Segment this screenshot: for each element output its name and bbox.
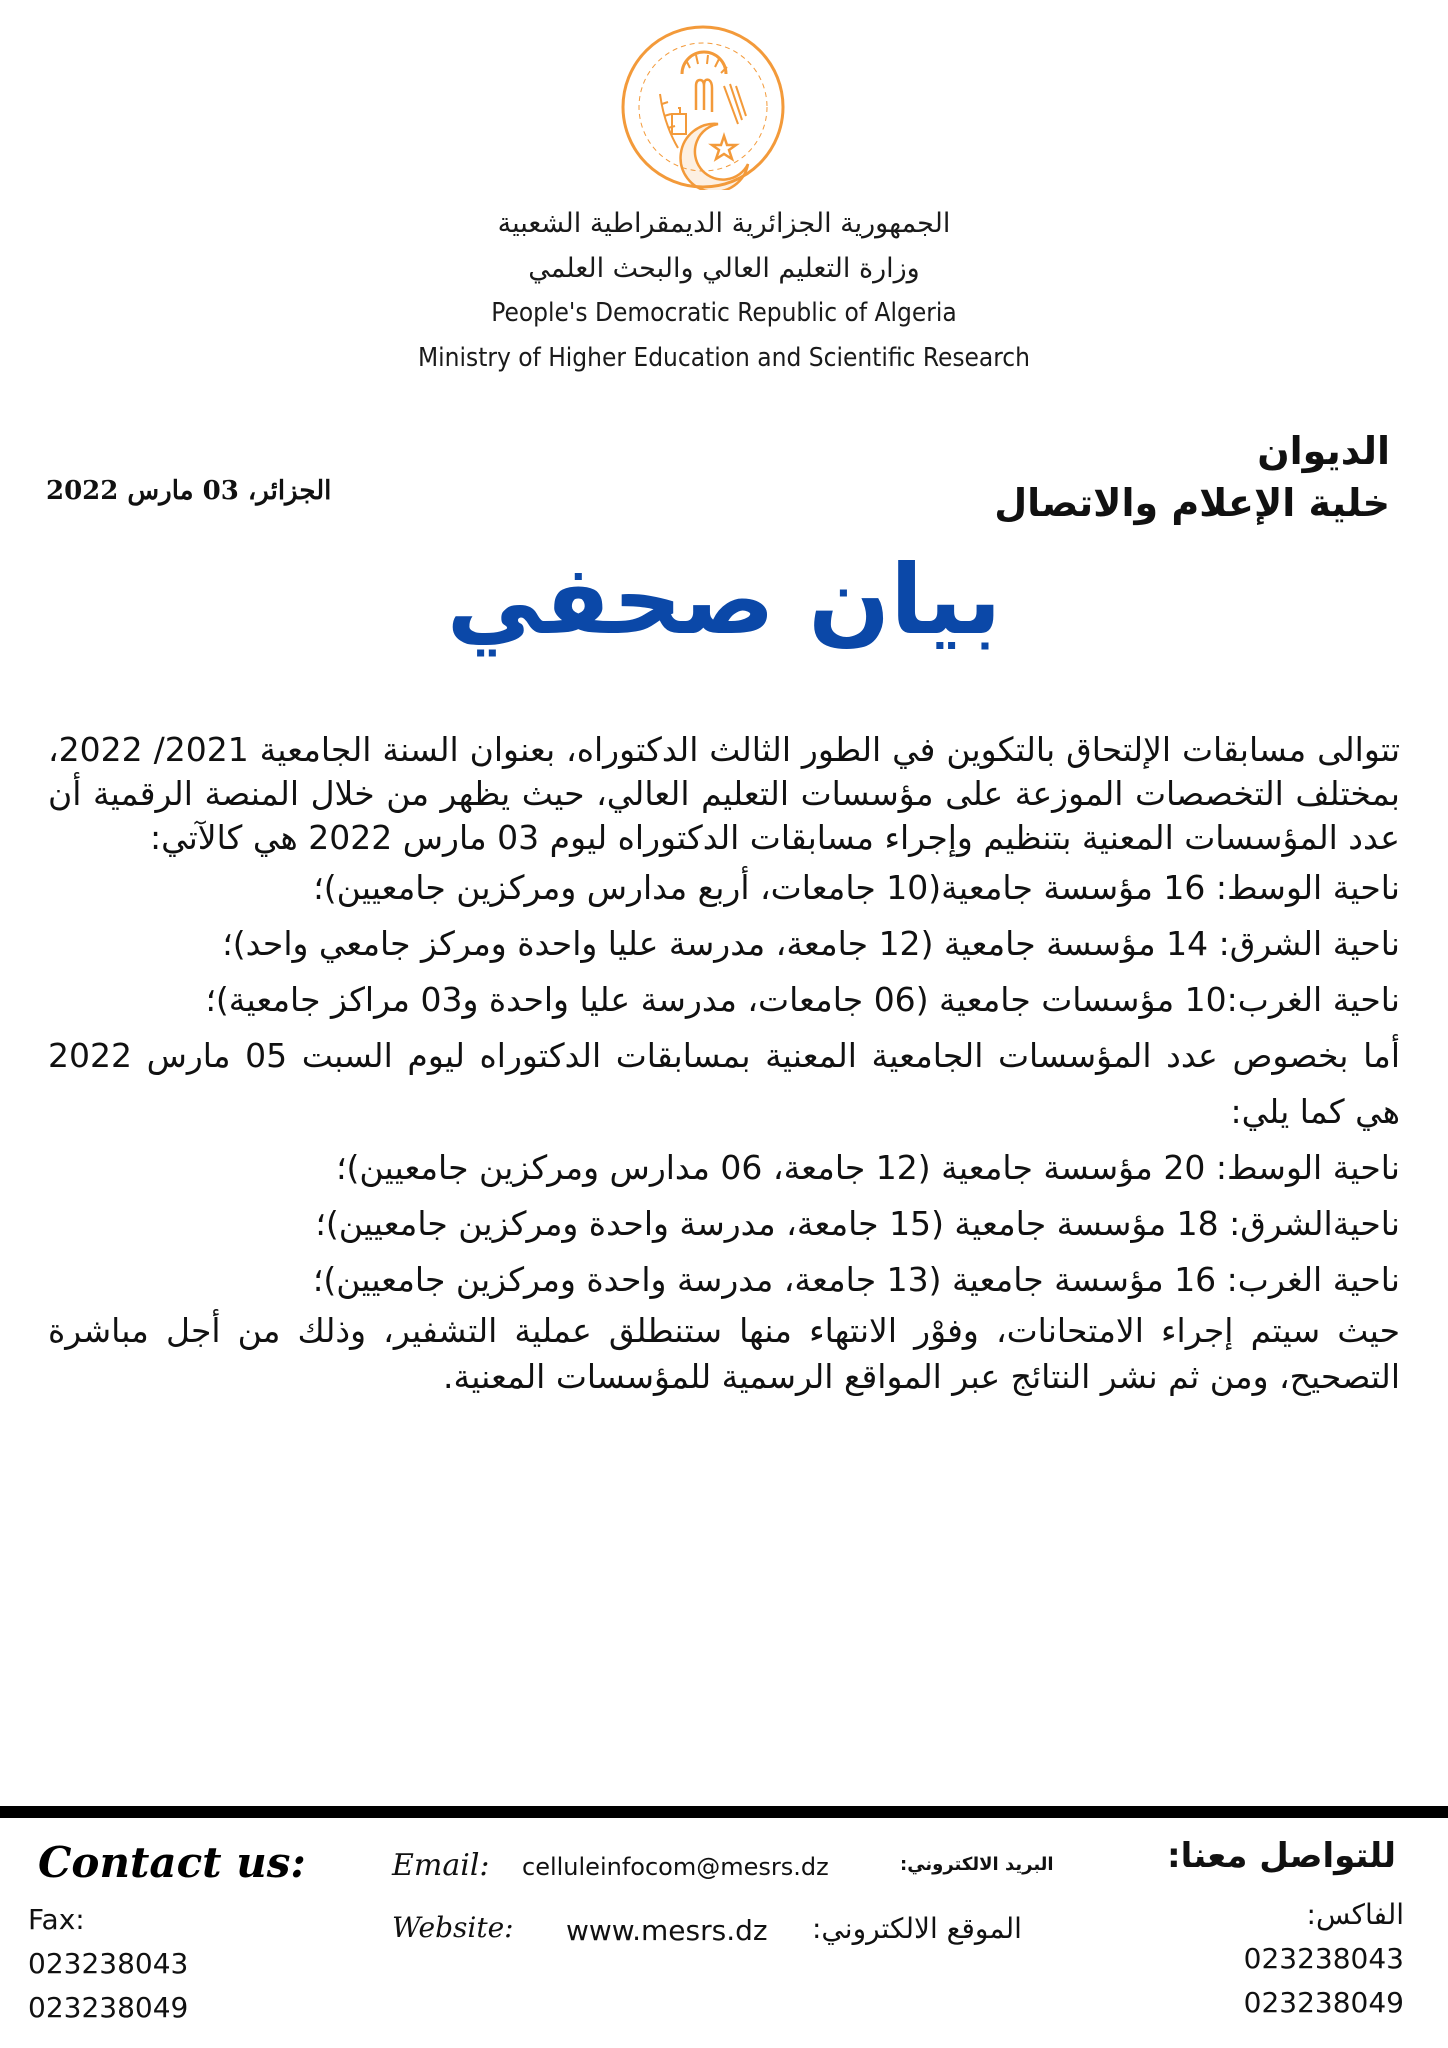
list-item: ناحية الوسط: 20 مؤسسة جامعية (12 جامعة، 06 مدارس ومركزين جامعيين)؛ xyxy=(336,1148,1400,1187)
department-cell: خلية الإعلام والاتصال xyxy=(994,481,1390,525)
press-release-body xyxy=(48,728,1400,1400)
list-item: ناحية الشرق: 14 مؤسسة جامعية (12 جامعة، مدرسة عليا واحدة ومركز جامعي واحد)؛ xyxy=(222,924,1400,963)
closing-paragraph: حيث سيتم إجراء الامتحانات، وفوْر الانتهاء منها ستنطلق عملية التشفير، وذلك من أجل مباشرة التصحيح، ومن ثم نشر النتائج عبر المواقع الرسمية للمؤسسات المعنية. xyxy=(48,1311,1400,1396)
fax-number: 023238049 xyxy=(28,1991,189,2024)
list-item: ناحية الوسط: 16 مؤسسة جامعية(10 جامعات، أربع مدارس ومركزين جامعيين)؛ xyxy=(313,868,1400,907)
page-title: بيان صحفي xyxy=(446,544,1002,656)
header-ministry-en: Ministry of Higher Education and Scientific Research xyxy=(418,343,1030,373)
algeria-state-emblem-icon xyxy=(620,24,786,190)
fax-label-en: Fax: xyxy=(28,1903,85,1936)
email-link[interactable]: celluleinfocom@mesrs.dz xyxy=(522,1853,829,1881)
email-label-ar: البريد الالكتروني: xyxy=(900,1854,1054,1875)
department-name: الديوان xyxy=(1257,429,1390,473)
list-item: ناحية الغرب: 16 مؤسسة جامعية (13 جامعة، مدرسة واحدة ومركزين جامعيين)؛ xyxy=(312,1260,1400,1299)
fax-number: 023238043 xyxy=(1243,1942,1404,1975)
fax-label-ar: الفاكس: xyxy=(1306,1898,1404,1931)
header-country-en: People's Democratic Republic of Algeria xyxy=(491,298,957,328)
list-item: ناحيةالشرق: 18 مؤسسة جامعية (15 جامعة، مدرسة واحدة ومركزين جامعيين)؛ xyxy=(315,1204,1400,1243)
fax-block-ar xyxy=(1244,1893,1404,2025)
fax-number: 023238043 xyxy=(28,1947,189,1980)
department-block xyxy=(994,425,1390,529)
contact-us-heading: Contact us: xyxy=(38,1838,306,1887)
website-label-ar: الموقع الالكتروني: xyxy=(812,1912,1022,1945)
fax-block-en xyxy=(28,1898,188,2030)
intro-paragraph: تتوالى مسابقات الإلتحاق بالتكوين في الطور الثالث الدكتوراه، بعنوان السنة الجامعية 2021/ 2022، بمختلف التخصصات الموزعة على مؤسسات التعليم العالي، حيث يظهر من خلال المنصة الرقمية أن عدد المؤسسات المعنية بتنظيم وإجراء مسابقات الدكتوراه ليوم 03 مارس 2022 هي كالآتي: xyxy=(48,730,1401,857)
issue-date: الجزائر، 03 مارس 2022 xyxy=(46,476,332,506)
contact-us-heading-ar: للتواصل معنا: xyxy=(1166,1836,1396,1876)
header-ministry-ar: وزارة التعليم العالي والبحث العلمي xyxy=(528,253,920,284)
header-country-ar: الجمهورية الجزائرية الديمقراطية الشعبية xyxy=(497,208,951,239)
fax-number: 023238049 xyxy=(1243,1986,1404,2019)
email-label-en: Email: xyxy=(392,1848,490,1883)
list-item: ناحية الغرب:10 مؤسسات جامعية (06 جامعات، مدرسة عليا واحدة و03 مراكز جامعية)؛ xyxy=(205,980,1400,1019)
footer-divider xyxy=(0,1806,1448,1818)
website-link[interactable]: www.mesrs.dz xyxy=(566,1914,768,1947)
website-label-en: Website: xyxy=(392,1911,514,1944)
march5-intro-paragraph: أما بخصوص عدد المؤسسات الجامعية المعنية بمسابقات الدكتوراه ليوم السبت 05 مارس 2022 هي كما يلي: xyxy=(48,1036,1400,1131)
